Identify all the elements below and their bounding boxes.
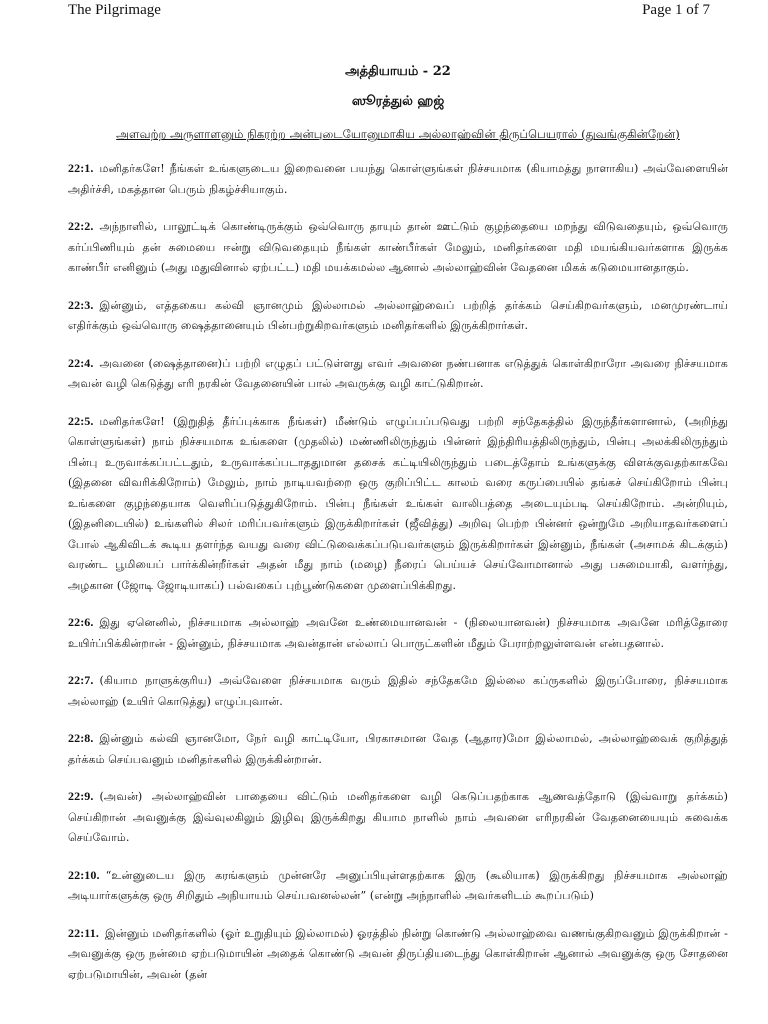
verse-number: 22:4.: [68, 355, 94, 370]
document-title: The Pilgrimage: [68, 2, 161, 18]
verse-text: மனிதர்களே! (இறுதித் தீர்ப்புக்காக நீங்கள்) மீண்டும் எழுப்பப்படுவது பற்றி சந்தேகத்தில் இருந்தீர்களானால், (அறிந்து கொள்ளுங்கள்) நாம் நிச்சயமாக உங்களை (முதலில்) மண்ணிலிருந்தும் பின்னர் இந்திரியத்திலிருந்தும், பின்பு அலக்கிலிருந்தும் பின்பு உருவாக்கப்பட்டதும், உருவாக்கப்படாததுமான தசைக் கட்டியிலிருந்தும் படைத்தோம் உங்களுக்கு விளக்குவதற்காகவே (இதனை விவரிக்கிறோம்) மேலும், நாம் நாடியவற்றை ஒரு குறிப்பிட்ட காலம் வரை கருப்பையில் தங்கச் செய்கிறோம் பின்பு உங்களை குழந்தையாக வெளிப்படுத்துகிறோம். பின்பு நீங்கள் உங்கள் வாலிபத்தை அடையும்படி செய்கிறோம். அன்றியும், (இதனிடையில்) உங்களில் சிலர் மரிப்பவர்களும் இருக்கிறார்கள் (ஜீவித்து) அறிவு பெற்ற பின்னர் ஒன்றுமே அறியாதவர்களைப் போல் ஆகிவிடக் கூடிய தளர்ந்த வயது வரை விட்டுவைக்கப்படுபவர்களும் இருக்கிறார்கள் இன்னும், நீங்கள் (அசாமக் கிடக்கும்) வரண்ட பூமியைப் பார்க்கின்றீர்கள் அதன் மீது நாம் (மழை) நீரைப் பெய்யச் செய்வோமானால் அது பசுமையாகி, வளர்ந்து, அழகான (ஜோடி ஜோடியாகப்) பல்வகைப் புற்பூண்டுகளை முளைப்பிக்கிறது.: [68, 414, 728, 592]
verse-number: 22:1.: [68, 161, 94, 175]
verse-paragraph: [68, 158, 728, 200]
verse-text: (கியாம நாளுக்குரிய) அவ்வேளை நிச்சயமாக வரும் இதில் சந்தேகமே இல்லை கப்ருகளில் இருப்போரை, நிச்சயமாக அல்லாஹ் (உயிர் கொடுத்து) எழுப்புவான்.: [68, 674, 728, 708]
verse-text: இன்னும் மனிதர்களில் (ஓர் உறுதியும் இல்லாமல்) ஓரத்தில் நின்று கொண்டு அல்லாஹ்வை வணங்குகிறவனும் இருக்கிறான் - அவனுக்கு ஒரு நன்மை ஏற்படுமாயின் அதைக் கொண்டு அவன் திருப்தியடைந்து கொள்கிறான் ஆனால் அவனுக்கு ஒரு சோதனை ஏற்படுமாயின், அவன் (தன்: [68, 926, 728, 981]
running-header: [68, 2, 710, 22]
verse-number: 22:2.: [68, 219, 94, 233]
surah-name: ஸூரத்துல் ஹஜ்: [351, 94, 445, 109]
page-number: Page 1 of 7: [642, 2, 710, 18]
verse-paragraph: [68, 923, 728, 986]
bismillah-line: அளவற்ற அருளாளனும் நிகரற்ற அன்புடையோனுமாகிய அல்லாஹ்வின் திருப்பெயரால் (துவங்குகின்றேன்): [116, 127, 680, 141]
verse-paragraph: [68, 353, 728, 395]
verse-number: 22:6.: [68, 615, 94, 629]
verse-paragraph: [68, 216, 728, 279]
verse-paragraph: [68, 411, 728, 597]
verse-number: 22:7.: [68, 673, 94, 687]
verse-paragraph: [68, 670, 728, 712]
verse-number: 22:11.: [68, 925, 99, 940]
verse-paragraph: [68, 865, 728, 907]
chapter-title: அத்தியாயம் - 22: [345, 64, 451, 79]
verse-paragraph: [68, 728, 728, 770]
verse-list: [68, 158, 728, 985]
verse-number: 22:10.: [68, 867, 100, 882]
verse-text: அந்நாளில், பாலூட்டிக் கொண்டிருக்கும் ஒவ்வொரு தாயும் தான் ஊட்டும் குழந்தையை மறந்து விடுவதையும், ஒவ்வொரு கர்ப்பிணியும் தன் சுமையை ஈன்று விடுவதையும் நீங்கள் காண்பீர்கள் மேலும், மனிதர்களை மதி மயங்கியவர்களாக இருக்க காண்பீர் எனினும் (அது மதுவினால் ஏற்பட்ட) மதி மயக்கமல்ல ஆனால் அல்லாஹ்வின் வேதனை மிகக் கடுமையானதாகும்.: [68, 220, 728, 274]
verse-number: 22:8.: [68, 731, 94, 745]
verse-number: 22:3.: [68, 297, 94, 312]
verse-paragraph: [68, 612, 728, 654]
verse-text: அவனை (ஷைத்தானை)ப் பற்றி எழுதப் பட்டுள்ளது எவர் அவனை நண்பனாக எடுத்துக் கொள்கிறாரோ அவரை நிச்சயமாக அவன் வழி கெடுத்து எரி நரகின் வேதனையின் பால் அவருக்கு வழி காட்டுகிறான்.: [68, 356, 728, 390]
verse-text: “உன்னுடைய இரு கரங்களும் முன்னரே அனுப்பியுள்ளதற்காக இரு (கூலியாக) இருக்கிறது நிச்சயமாக அல்லாஹ் அடியார்களுக்கு ஒரு சிறிதும் அநியாயம் செய்பவனல்லன்” (என்று அந்நாளில் அவர்களிடம் கூறப்படும்): [68, 868, 728, 902]
verse-text: இன்னும் கல்வி ஞானமோ, நேர் வழி காட்டியோ, பிரகாசமான வேத (ஆதார)மோ இல்லாமல், அல்லாஹ்வைக் குறித்துத் தர்க்கம் செய்பவனும் மனிதர்களில் இருக்கின்றான்.: [68, 732, 728, 766]
verse-number: 22:5.: [68, 413, 94, 428]
verse-text: இன்னும், எத்தகைய கல்வி ஞானமும் இல்லாமல் அல்லாஹ்வைப் பற்றித் தர்க்கம் செய்கிறவர்களும், மனமுரண்டாய் எதிர்க்கும் ஒவ்வொரு ஷைத்தானையும் பின்பற்றுகிறவர்களும் மனிதர்களில் இருக்கிறார்கள்.: [68, 298, 728, 332]
verse-paragraph: [68, 786, 728, 849]
verse-paragraph: [68, 295, 728, 337]
verse-text: (அவன்) அல்லாஹ்வின் பாதையை விட்டும் மனிதர்களை வழி கெடுப்பதற்காக ஆணவத்தோடு (இவ்வாறு தர்க்கம்) செய்கிறான் அவனுக்கு இவ்வுலகிலும் இழிவு இருக்கிறது கியாம நாளில் நாம் அவனை எரிநரகின் வேதனையையும் சுவைக்க செய்வோம்.: [68, 790, 728, 844]
verse-text: மனிதர்களே! நீங்கள் உங்களுடைய இறைவனை பயந்து கொள்ளுங்கள் நிச்சயமாக (கியாமத்து நாளாகிய) அவ்வேளையின் அதிர்ச்சி, மகத்தான பெரும் நிகழ்ச்சியாகும்.: [68, 162, 728, 196]
verse-number: 22:9.: [68, 789, 94, 803]
page-content: [68, 64, 728, 1001]
verse-text: இது ஏனெனில், நிச்சயமாக அல்லாஹ் அவனே உண்மையானவன் - (நிலையானவன்) நிச்சயமாக அவனே மரித்தோரை உயிர்ப்பிக்கின்றான் - இன்னும், நிச்சயமாக அவன்தான் எல்லாப் பொருட்களின் மீதும் பேராற்றலுள்ளவன் என்பதனால்.: [68, 616, 728, 650]
